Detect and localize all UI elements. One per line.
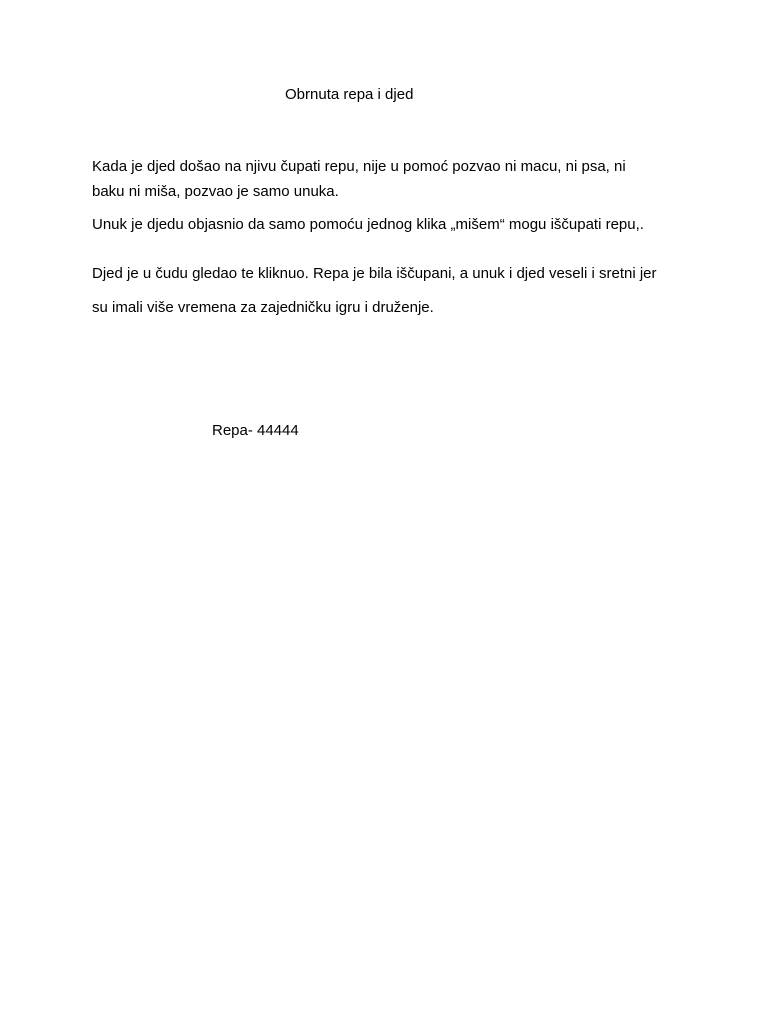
paragraph-2-line-1: Unuk je djedu objasnio da samo pomoću jednog klika „mišem“ mogu iščupati repu,. — [92, 216, 644, 233]
paragraph-1-line-2: baku ni miša, pozvao je samo unuka. — [92, 183, 339, 200]
paragraph-3 — [92, 257, 692, 325]
footer-note: Repa- 44444 — [212, 422, 299, 439]
paragraph-3-line-2: su imali više vremena za zajedničku igru i druženje. — [92, 299, 434, 316]
paragraph-2 — [92, 215, 692, 235]
paragraph-3-line-1: Djed je u čudu gledao te kliknuo. Repa je bila iščupani, a unuk i djed veseli i sretni jer — [92, 265, 657, 282]
document-title: Obrnuta repa i djed — [285, 86, 414, 103]
paragraph-1-line-1: Kada je djed došao na njivu čupati repu, nije u pomoć pozvao ni macu, ni psa, ni — [92, 158, 626, 175]
paragraph-1 — [92, 154, 692, 204]
